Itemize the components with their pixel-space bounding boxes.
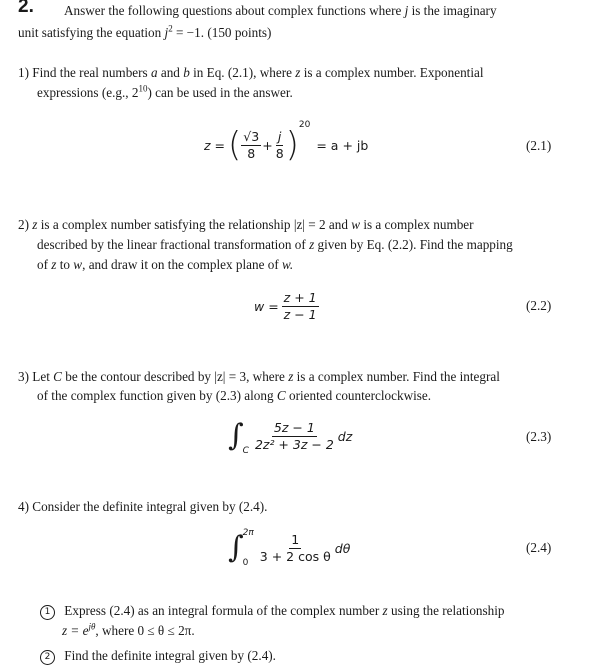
q2-label: 2) (18, 217, 29, 232)
power-20: 20 (298, 120, 311, 130)
fraction-mobius: $\frac{z + 1}{z - 1}$ (283, 289, 317, 322)
equation-2-2: w = $\frac{z + 1}{z - 1}$ (254, 289, 317, 322)
fraction-integrand-2-4: $\frac{1}{\text{3 + 2 cos θ}}$ (259, 531, 331, 564)
equation-2-1: z = ( $\frac{√3}{8}$ + $\frac{j}{8}$ ) 20 = a + jb (204, 120, 369, 165)
problem-header (18, 0, 34, 18)
fraction-j-over-8: $\frac{j}{8}$ (275, 128, 284, 161)
integral-sign-definite: ∫ (228, 530, 244, 565)
q1-label: 1) (18, 65, 29, 80)
q1-line2: expressions (e.g., $2^{10}$) can be used in the answer. (37, 83, 293, 100)
equation-number-2-4: (2.4) (526, 540, 552, 555)
circled-number-2: 2 (40, 650, 55, 665)
q2-line2: described by the linear fractional transformation of z given by Eq. (2.2). Find the mapping (37, 237, 513, 252)
equation-number-2-3: (2.3) (526, 429, 552, 444)
equation-2-4: ∫ 2π 0 $\frac{1}{\text{3 + 2 cos θ}}$ dθ (228, 528, 351, 568)
q4-label: 4) (18, 499, 29, 514)
fraction-integrand-2-3: $\frac{5z - 1}{\text{2z² + 3z − 2}}$ (254, 419, 334, 452)
q4-sub1-line1: 1 Express (2.4) as an integral formula of the complex number z using the relationship (40, 601, 505, 621)
q4-sub1-line2: $z = e^{j\theta}$, where 0 ≤ θ ≤ 2π. (62, 621, 195, 638)
lower-limit: 0 (242, 558, 249, 568)
q2-line1: 2) z is a complex number satisfying the relationship |z| = 2 and w is a complex number (18, 217, 474, 232)
problem-intro-line2: unit satisfying the equation $j^2 = -1$. (150 points) (18, 23, 272, 40)
problem-number: 2. (18, 0, 34, 17)
upper-limit: 2π (242, 528, 254, 538)
integral-sign: ∫ (228, 418, 244, 453)
equation-number-2-1: (2.1) (526, 138, 552, 153)
q3-line1: 3) Let C be the contour described by |z| = 3, where z is a complex number. Find the integral (18, 369, 500, 384)
problem-intro-line1: Answer the following questions about complex functions where j is the imaginary (64, 3, 497, 18)
fraction-sqrt3-over-8: $\frac{√3}{8}$ (243, 128, 260, 161)
q1-line1: 1) Find the real numbers a and b in Eq. (2.1), where z is a complex number. Exponential (18, 65, 484, 80)
q4-line1: 4) Consider the definite integral given by (2.4). (18, 499, 268, 514)
q2-line3: of z to w, and draw it on the complex plane of w. (37, 257, 294, 272)
contour-subscript: C (242, 446, 249, 456)
q3-label: 3) (18, 369, 29, 384)
circled-number-1: 1 (40, 605, 55, 620)
q3-line2: of the complex function given by (2.3) along C oriented counterclockwise. (37, 388, 432, 403)
equation-number-2-2: (2.2) (526, 298, 552, 313)
q4-sub2-line: 2 Find the definite integral given by (2.4). (40, 646, 276, 666)
equation-2-3: ∫ C $\frac{5z - 1}{\text{2z² + 3z − 2}}$ dz (228, 418, 353, 456)
